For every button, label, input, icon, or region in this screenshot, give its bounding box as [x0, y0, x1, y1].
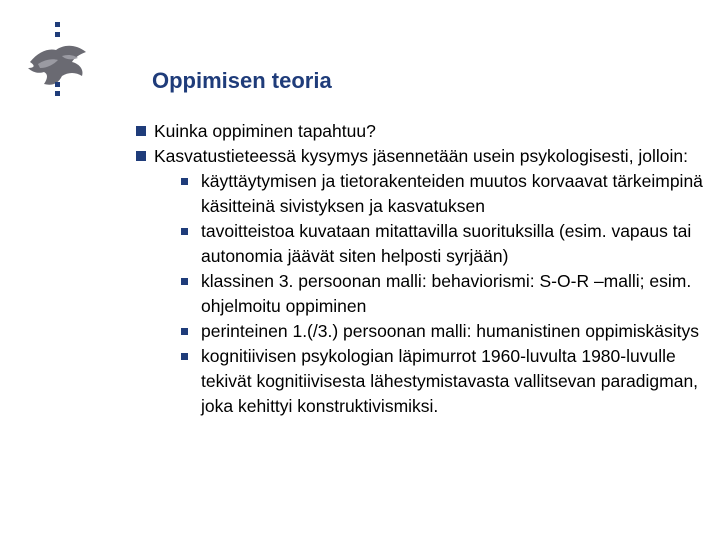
sub-bullet-text: klassinen 3. persoonan malli: behaviorismi: S-O-R –malli; esim. ohjelmoitu oppiminen: [201, 271, 692, 316]
small-square-bullet-icon: [181, 328, 188, 335]
small-square-bullet-icon: [181, 353, 188, 360]
sub-bullet-item: [134, 319, 714, 344]
bullet-item: [134, 144, 714, 169]
university-logo: [24, 22, 90, 98]
bullet-text: Kuinka oppiminen tapahtuu?: [154, 121, 376, 141]
bullet-text: Kasvatustieteessä kysymys jäsennetään usein psykologisesti, jolloin:: [154, 146, 689, 166]
slide-title: Oppimisen teoria: [152, 68, 332, 93]
sub-bullet-text: perinteinen 1.(/3.) persoonan malli: humanistinen oppimiskäsitys: [201, 321, 700, 341]
sub-bullet-text: käyttäytymisen ja tietorakenteiden muutos korvaavat tärkeimpinä käsitteinä sivistyksen ja kasvatuksen: [201, 171, 703, 216]
square-bullet-icon: [136, 126, 146, 136]
sub-bullet-item: [134, 269, 714, 319]
small-square-bullet-icon: [181, 178, 188, 185]
sub-bullet-item: [134, 219, 714, 269]
sub-bullet-text: tavoitteistoa kuvataan mitattavilla suorituksilla (esim. vapaus tai autonomia jäävät siten helposti syrjään): [201, 221, 692, 266]
minerva-owl-icon: [24, 22, 90, 98]
sub-bullet-item: [134, 344, 714, 419]
square-bullet-icon: [136, 151, 146, 161]
sub-bullet-text: kognitiivisen psykologian läpimurrot 1960-luvulta 1980-luvulle tekivät kognitiivisesta lähestymistavasta vallitsevan paradigman, joka kehittyi konstruktivismiksi.: [201, 346, 699, 416]
bullet-item: [134, 119, 714, 144]
small-square-bullet-icon: [181, 278, 188, 285]
slide-content: [134, 119, 714, 419]
small-square-bullet-icon: [181, 228, 188, 235]
sub-bullet-item: [134, 169, 714, 219]
